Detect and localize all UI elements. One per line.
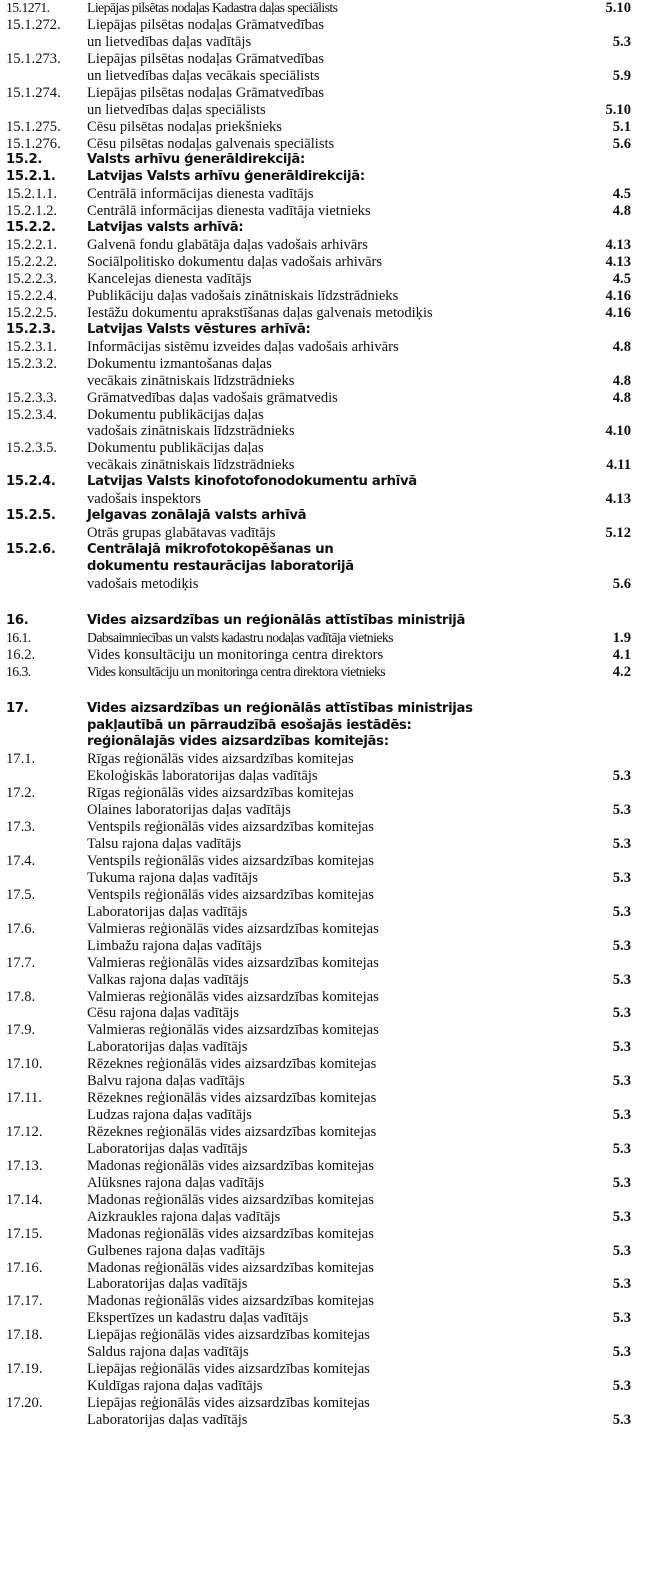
row-code: 15.2.3.	[6, 321, 56, 337]
row-value: 5.3	[612, 1276, 631, 1293]
row-title: Rēzeknes reģionālās vides aizsardzības komitejas	[87, 1090, 377, 1107]
row-value: 5.3	[612, 903, 631, 920]
row-code: 17.6.	[6, 920, 36, 937]
row-title: Latvijas Valsts vēstures arhīvā:	[87, 321, 311, 337]
table-row	[0, 613, 645, 630]
row-value: 4.16	[605, 287, 631, 304]
row-title: Ekspertīzes un kadastru daļas vadītājs	[87, 1310, 309, 1327]
row-value: 5.3	[612, 1344, 631, 1361]
row-code: 15.1.274.	[6, 84, 61, 101]
row-value: 4.5	[612, 271, 631, 287]
row-title: Valkas rajona daļas vadītājs	[87, 971, 249, 988]
row-code: 15.2.2.2.	[6, 254, 58, 271]
row-code: 15.2.3.2.	[6, 355, 58, 372]
row-title: Valmieras reģionālās vides aizsardzības komitejas	[87, 988, 379, 1005]
row-code: 15.2.3.3.	[6, 389, 58, 406]
row-title: Laboratorijas daļas vadītājs	[87, 1276, 248, 1293]
row-title: Olaines laboratorijas daļas vadītājs	[87, 802, 291, 819]
row-value: 5.3	[612, 1005, 631, 1022]
table-row	[0, 136, 645, 153]
row-code: 17.5.	[6, 886, 36, 903]
row-code: 15.2.2.5.	[6, 304, 58, 321]
row-title: Madonas reģionālās vides aizsardzības komitejas	[87, 1191, 374, 1208]
table-row	[0, 254, 645, 271]
row-value: 5.3	[612, 1073, 631, 1090]
table-row	[0, 17, 645, 51]
row-title: Laboratorijas daļas vadītājs	[87, 1411, 248, 1428]
row-title: Vides aizsardzības un reģionālās attīstības ministrijas	[87, 700, 473, 716]
row-title: Liepājas reģionālās vides aizsardzības komitejas	[87, 1327, 370, 1344]
row-code: 15.2.	[6, 152, 43, 168]
row-code: 17.16.	[6, 1259, 43, 1276]
row-title: Madonas reģionālās vides aizsardzības komitejas	[87, 1293, 374, 1310]
table-row	[0, 152, 645, 169]
row-title: Informācijas sistēmu izveides daļas vadošais arhivārs	[87, 338, 399, 355]
table-row	[0, 1090, 645, 1124]
row-value: 4.13	[605, 254, 631, 271]
row-title: Liepājas pilsētas nodaļas Grāmatvedības	[87, 16, 325, 33]
row-value: 4.13	[605, 237, 631, 254]
row-value: 5.10	[605, 101, 631, 118]
row-value: 4.11	[606, 457, 631, 474]
row-title: Sociālpolitisko dokumentu daļas vadošais arhivārs	[87, 254, 383, 271]
row-code: 15.1271.	[6, 0, 50, 15]
row-title: Galvenā fondu glabātāja daļas vadošais arhivārs	[87, 237, 368, 254]
row-title: Dokumentu izmantošanas daļas	[87, 355, 272, 372]
table-row	[0, 1124, 645, 1158]
table-row	[0, 989, 645, 1023]
table-row	[0, 119, 645, 136]
row-code: 15.2.1.	[6, 169, 56, 185]
row-code: 17.18.	[6, 1327, 43, 1344]
table-row	[0, 322, 645, 339]
row-value: 5.3	[612, 1310, 631, 1327]
table-row	[0, 1226, 645, 1260]
row-code: 17.13.	[6, 1157, 43, 1174]
section-gap	[0, 681, 645, 701]
row-code: 15.2.4.	[6, 474, 56, 490]
table-row	[0, 701, 645, 752]
row-title: Talsu rajona daļas vadītājs	[87, 836, 242, 853]
table-row	[0, 440, 645, 474]
table-row	[0, 305, 645, 322]
row-value: 4.8	[612, 389, 631, 406]
row-title: Ventspils reģionālās vides aizsardzības komitejas	[87, 819, 374, 836]
row-code: 16.	[6, 612, 29, 628]
table-row	[0, 955, 645, 989]
row-code: 15.2.1.2.	[6, 203, 58, 220]
row-title: dokumentu restaurācijas laboratorijā	[87, 558, 354, 574]
row-value: 5.10	[605, 0, 631, 16]
row-title: Vides konsultāciju un monitoringa centra direktors	[87, 646, 384, 663]
row-code: 15.2.6.	[6, 542, 56, 557]
row-title: vecākais zinātniskais līdzstrādnieks	[87, 457, 295, 474]
row-code: 17.12.	[6, 1124, 43, 1140]
table-row	[0, 474, 645, 508]
row-code: 15.1.276.	[6, 135, 61, 152]
row-title: Saldus rajona daļas vadītājs	[87, 1344, 249, 1361]
table-row	[0, 542, 645, 593]
row-title: Dokumentu publikācijas daļas	[87, 406, 264, 423]
table-row	[0, 1361, 645, 1395]
table-row	[0, 85, 645, 119]
row-title: Latvijas valsts arhīvā:	[87, 220, 244, 236]
row-title: reģionālajās vides aizsardzības komitejās:	[87, 734, 389, 750]
row-title: Dabsaimniecības un valsts kadastru nodaļas vadītāja vietnieks	[87, 629, 393, 645]
row-title: Laboratorijas daļas vadītājs	[87, 903, 248, 920]
row-title: Gulbenes rajona daļas vadītājs	[87, 1242, 265, 1259]
row-value: 5.12	[605, 525, 631, 542]
row-title: Latvijas Valsts kinofotofonodokumentu arhīvā	[87, 474, 417, 490]
table-row	[0, 664, 645, 681]
row-title: Cēsu pilsētas nodaļas priekšnieks	[87, 118, 282, 135]
row-title: Latvijas Valsts arhīvu ģenerāldirekcijā:	[87, 169, 365, 185]
table-row	[0, 237, 645, 254]
row-title: Liepājas pilsētas nodaļas Grāmatvedības	[87, 84, 325, 101]
row-value: 4.5	[612, 186, 631, 203]
row-value: 4.13	[605, 491, 631, 508]
row-value: 4.8	[612, 338, 631, 355]
row-code: 17.11.	[6, 1090, 42, 1107]
row-title: Centrālā informācijas dienesta vadītāja vietnieks	[87, 203, 371, 220]
row-code: 17.3.	[6, 819, 36, 836]
table-row	[0, 271, 645, 288]
row-title: Aizkraukles rajona daļas vadītājs	[87, 1208, 281, 1225]
row-code: 15.2.3.4.	[6, 406, 58, 423]
row-value: 5.9	[612, 67, 631, 84]
table-row	[0, 51, 645, 85]
row-title: Valsts arhīvu ģenerāldirekcijā:	[87, 152, 305, 168]
row-value: 5.3	[612, 768, 631, 785]
row-value: 4.8	[612, 372, 631, 389]
row-value: 1.9	[612, 629, 631, 646]
table-row	[0, 785, 645, 819]
row-title: Grāmatvedības daļas vadošais grāmatvedis	[87, 389, 338, 406]
row-value: 5.3	[612, 1411, 631, 1428]
row-title: Balvu rajona daļas vadītājs	[87, 1073, 245, 1090]
row-value: 4.8	[612, 203, 631, 220]
row-code: 17.2.	[6, 785, 36, 802]
row-code: 15.2.1.1.	[6, 186, 58, 203]
row-code: 16.3.	[6, 663, 31, 679]
row-code: 17.10.	[6, 1056, 43, 1073]
row-title: Tukuma rajona daļas vadītājs	[87, 869, 258, 886]
table-row	[0, 288, 645, 305]
row-title: Liepājas reģionālās vides aizsardzības komitejas	[87, 1395, 370, 1411]
table-row	[0, 1293, 645, 1327]
row-code: 17.	[6, 700, 29, 716]
row-value: 5.3	[612, 802, 631, 819]
row-title: Ventspils reģionālās vides aizsardzības komitejas	[87, 886, 374, 903]
row-value: 5.3	[612, 1140, 631, 1157]
row-title: un lietvedības daļas speciālists	[87, 101, 266, 118]
row-value: 4.1	[612, 646, 631, 663]
row-code: 17.8.	[6, 988, 36, 1005]
row-code: 15.2.2.3.	[6, 271, 58, 287]
row-title: Centrālā informācijas dienesta vadītājs	[87, 186, 314, 203]
row-title: Liepājas pilsētas nodaļas Kadastra daļas speciālists	[87, 0, 338, 15]
row-code: 15.1.275.	[6, 118, 61, 135]
row-title: Rēzeknes reģionālās vides aizsardzības komitejas	[87, 1056, 377, 1073]
row-title: Jelgavas zonālajā valsts arhīvā	[87, 508, 307, 524]
row-title: Laboratorijas daļas vadītājs	[87, 1039, 248, 1056]
row-title: Ekoloģiskās laboratorijas daļas vadītājs	[87, 768, 318, 785]
row-code: 15.1.273.	[6, 50, 61, 67]
row-value: 5.3	[612, 869, 631, 886]
row-title: Kancelejas dienesta vadītājs	[87, 271, 252, 287]
table-row	[0, 0, 645, 17]
row-code: 17.1.	[6, 751, 36, 768]
table-row	[0, 1327, 645, 1361]
row-code: 17.15.	[6, 1225, 43, 1242]
row-title: Otrās grupas glabātavas vadītājs	[87, 525, 276, 542]
row-title: Valmieras reģionālās vides aizsardzības komitejas	[87, 920, 379, 937]
table-row	[0, 339, 645, 356]
row-title: un lietvedības daļas vecākais speciālists	[87, 67, 320, 84]
row-code: 15.1.272.	[6, 16, 61, 33]
row-value: 5.1	[612, 118, 631, 135]
table-row	[0, 407, 645, 441]
section-gap	[0, 593, 645, 613]
table-row	[0, 921, 645, 955]
table-row	[0, 390, 645, 407]
row-value: 5.3	[612, 1107, 631, 1124]
row-code: 17.17.	[6, 1293, 43, 1310]
row-value: 4.16	[605, 304, 631, 321]
row-code: 16.2.	[6, 646, 36, 663]
table-row	[0, 1260, 645, 1294]
row-title: vadošais zinātniskais līdzstrādnieks	[87, 423, 295, 440]
row-title: Publikāciju daļas vadošais zinātniskais līdzstrādnieks	[87, 287, 399, 304]
row-code: 17.19.	[6, 1361, 43, 1378]
row-value: 5.3	[612, 836, 631, 853]
row-value: 5.6	[612, 575, 631, 592]
table-row	[0, 1395, 645, 1429]
row-code: 16.1.	[6, 629, 31, 645]
row-title: Limbažu rajona daļas vadītājs	[87, 937, 262, 954]
row-title: Cēsu rajona daļas vadītājs	[87, 1005, 239, 1022]
row-title: Laboratorijas daļas vadītājs	[87, 1140, 248, 1157]
row-value: 5.3	[612, 971, 631, 988]
row-title: Iestāžu dokumentu aprakstīšanas daļas galvenais metodiķis	[87, 304, 433, 321]
table-row	[0, 508, 645, 542]
row-title: Liepājas pilsētas nodaļas Grāmatvedības	[87, 50, 325, 67]
row-title: Rīgas reģionālās vides aizsardzības komitejas	[87, 785, 354, 802]
row-code: 17.4.	[6, 853, 36, 869]
row-value: 5.3	[612, 1378, 631, 1395]
row-title: un lietvedības daļas vadītājs	[87, 33, 252, 50]
table-row	[0, 220, 645, 237]
table-row	[0, 1158, 645, 1192]
row-title: vadošais metodiķis	[87, 575, 199, 592]
row-value: 5.3	[612, 33, 631, 50]
row-title: Centrālajā mikrofotokopēšanas un	[87, 542, 334, 557]
table-row	[0, 1192, 645, 1226]
row-value: 5.3	[612, 937, 631, 954]
row-code: 17.7.	[6, 954, 36, 971]
row-title: Rēzeknes reģionālās vides aizsardzības komitejas	[87, 1124, 377, 1140]
row-title: Dokumentu publikācijas daļas	[87, 440, 264, 457]
row-value: 5.6	[612, 135, 631, 152]
table-row	[0, 169, 645, 186]
table-row	[0, 186, 645, 203]
table-row	[0, 1056, 645, 1090]
table-row	[0, 887, 645, 921]
table-row	[0, 647, 645, 664]
row-title: Alūksnes rajona daļas vadītājs	[87, 1174, 265, 1191]
row-code: 15.2.2.4.	[6, 287, 58, 304]
row-code: 15.2.2.	[6, 220, 56, 236]
row-code: 17.20.	[6, 1395, 43, 1411]
row-title: Cēsu pilsētas nodaļas galvenais speciālists	[87, 135, 335, 152]
row-value: 4.10	[605, 423, 631, 440]
row-title: Liepājas reģionālās vides aizsardzības komitejas	[87, 1361, 370, 1378]
row-title: vadošais inspektors	[87, 491, 201, 508]
table-row	[0, 630, 645, 647]
row-title: Madonas reģionālās vides aizsardzības komitejas	[87, 1259, 374, 1276]
table-row	[0, 853, 645, 887]
row-code: 15.2.5.	[6, 508, 56, 524]
table-row	[0, 356, 645, 390]
row-title: Valmieras reģionālās vides aizsardzības komitejas	[87, 954, 379, 971]
row-title: Vides konsultāciju un monitoringa centra direktora vietnieks	[87, 663, 386, 679]
row-value: 5.3	[612, 1208, 631, 1225]
row-title: pakļautībā un pārraudzībā esošajās iestādēs:	[87, 717, 412, 733]
row-title: Kuldīgas rajona daļas vadītājs	[87, 1378, 263, 1395]
row-title: Ludzas rajona daļas vadītājs	[87, 1107, 252, 1124]
row-title: Vides aizsardzības un reģionālās attīstības ministrijā	[87, 612, 466, 628]
row-code: 15.2.3.1.	[6, 338, 58, 355]
table-row	[0, 751, 645, 785]
table-row	[0, 203, 645, 220]
row-value: 4.2	[612, 663, 631, 680]
row-code: 15.2.3.5.	[6, 440, 58, 457]
table-row	[0, 819, 645, 853]
row-value: 5.3	[612, 1039, 631, 1056]
row-title: Rīgas reģionālās vides aizsardzības komitejas	[87, 751, 354, 768]
row-code: 15.2.2.1.	[6, 237, 58, 254]
row-value: 5.3	[612, 1174, 631, 1191]
row-code: 17.9.	[6, 1022, 36, 1039]
row-title: Madonas reģionālās vides aizsardzības komitejas	[87, 1225, 374, 1242]
row-title: Madonas reģionālās vides aizsardzības komitejas	[87, 1157, 374, 1174]
row-code: 17.14.	[6, 1191, 43, 1208]
row-title: Valmieras reģionālās vides aizsardzības komitejas	[87, 1022, 379, 1039]
row-title: vecākais zinātniskais līdzstrādnieks	[87, 372, 295, 389]
row-title: Ventspils reģionālās vides aizsardzības komitejas	[87, 853, 374, 869]
table-row	[0, 1022, 645, 1056]
row-value: 5.3	[612, 1242, 631, 1259]
